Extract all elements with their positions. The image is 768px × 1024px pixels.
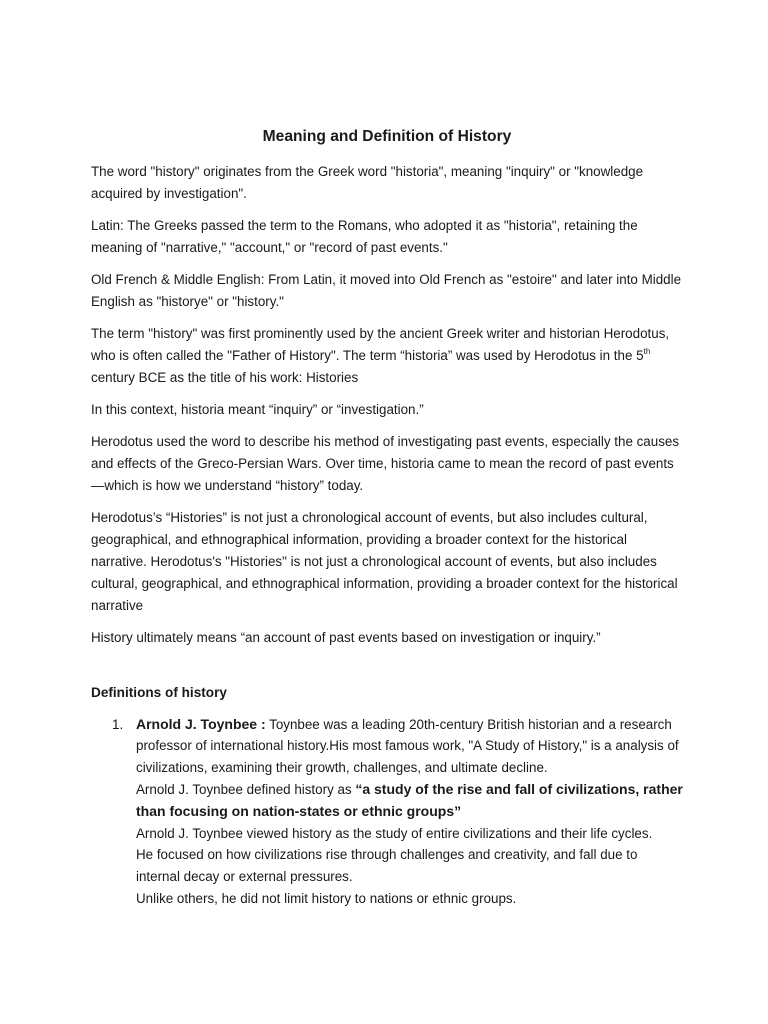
explanation-line: Unlike others, he did not limit history to nations or ethnic groups. (136, 891, 517, 907)
historian-name: Arnold J. Toynbee : (136, 715, 266, 732)
paragraph-method: Herodotus used the word to describe his method of investigating past events, especially the causes and effects of the Greco-Persian Wars. Over time, historia came to mean the record of past events—which is how we understand “history” today. (91, 434, 680, 494)
paragraph-context: In this context, historia meant “inquiry” or “investigation.” (91, 402, 424, 418)
paragraph-herodotus-term-end: century BCE as the title of his work: Histories (91, 369, 359, 385)
paragraph-histories: Herodotus’s “Histories” is not just a chronological account of events, but also includes cultural, geographical, and ethnographical information, providing a broader context for the historical narrative. Herodotus's "Histories" is not just a chronological account of events, but also includes cultural, geographical, and ethnographical information, providing a broader context for the historical narrative (91, 510, 678, 613)
explanation-line: He focused on how civilizations rise through challenges and creativity, and fall due to internal decay or external pressures. (136, 847, 638, 885)
explanation-line: Arnold J. Toynbee viewed history as the study of entire civilizations and their life cycles. (136, 825, 653, 841)
paragraph-herodotus-term (91, 323, 683, 388)
list-item-body (136, 714, 683, 910)
historian-intro: Toynbee was a leading 20th-century British historian and a research professor of international history.His most famous work, "A Study of History," is a analysis of civilizations, examining their growth, challenges, and ultimate decline. (136, 716, 679, 776)
paragraph-origin: The word "history" originates from the Greek word "historia", meaning "inquiry" or "knowledge acquired by investigation". (91, 164, 644, 201)
definition-prefix: Arnold J. Toynbee defined history as (136, 782, 356, 798)
ordinal-superscript: th (643, 347, 651, 357)
paragraph-meaning: History ultimately means “an account of past events based on investigation or inquiry.” (91, 629, 601, 645)
list-item (91, 714, 683, 910)
list-item-number: 1. (112, 716, 124, 732)
paragraph-latin: Latin: The Greeks passed the term to the Romans, who adopted it as "historia", retaining the meaning of "narrative," "account," or "record of past events." (91, 218, 638, 255)
definitions-heading: Definitions of history (91, 684, 227, 700)
page-title: Meaning and Definition of History (262, 128, 512, 145)
definitions-list (91, 714, 683, 910)
definition-quote: “a study of the rise and fall of civilizations, rather than focusing on nation-states or ethnic groups” (136, 781, 683, 819)
paragraph-herodotus-term-text: The term "history" was first prominently used by the ancient Greek writer and historian Herodotus, who is often called the "Father of History". The term “historia” was used by Herodotus in the 5 (91, 326, 670, 364)
paragraph-old-french: Old French & Middle English: From Latin, it moved into Old French as "estoire" and later into Middle English as "historye" or "history." (91, 272, 682, 309)
document-page (91, 126, 683, 910)
